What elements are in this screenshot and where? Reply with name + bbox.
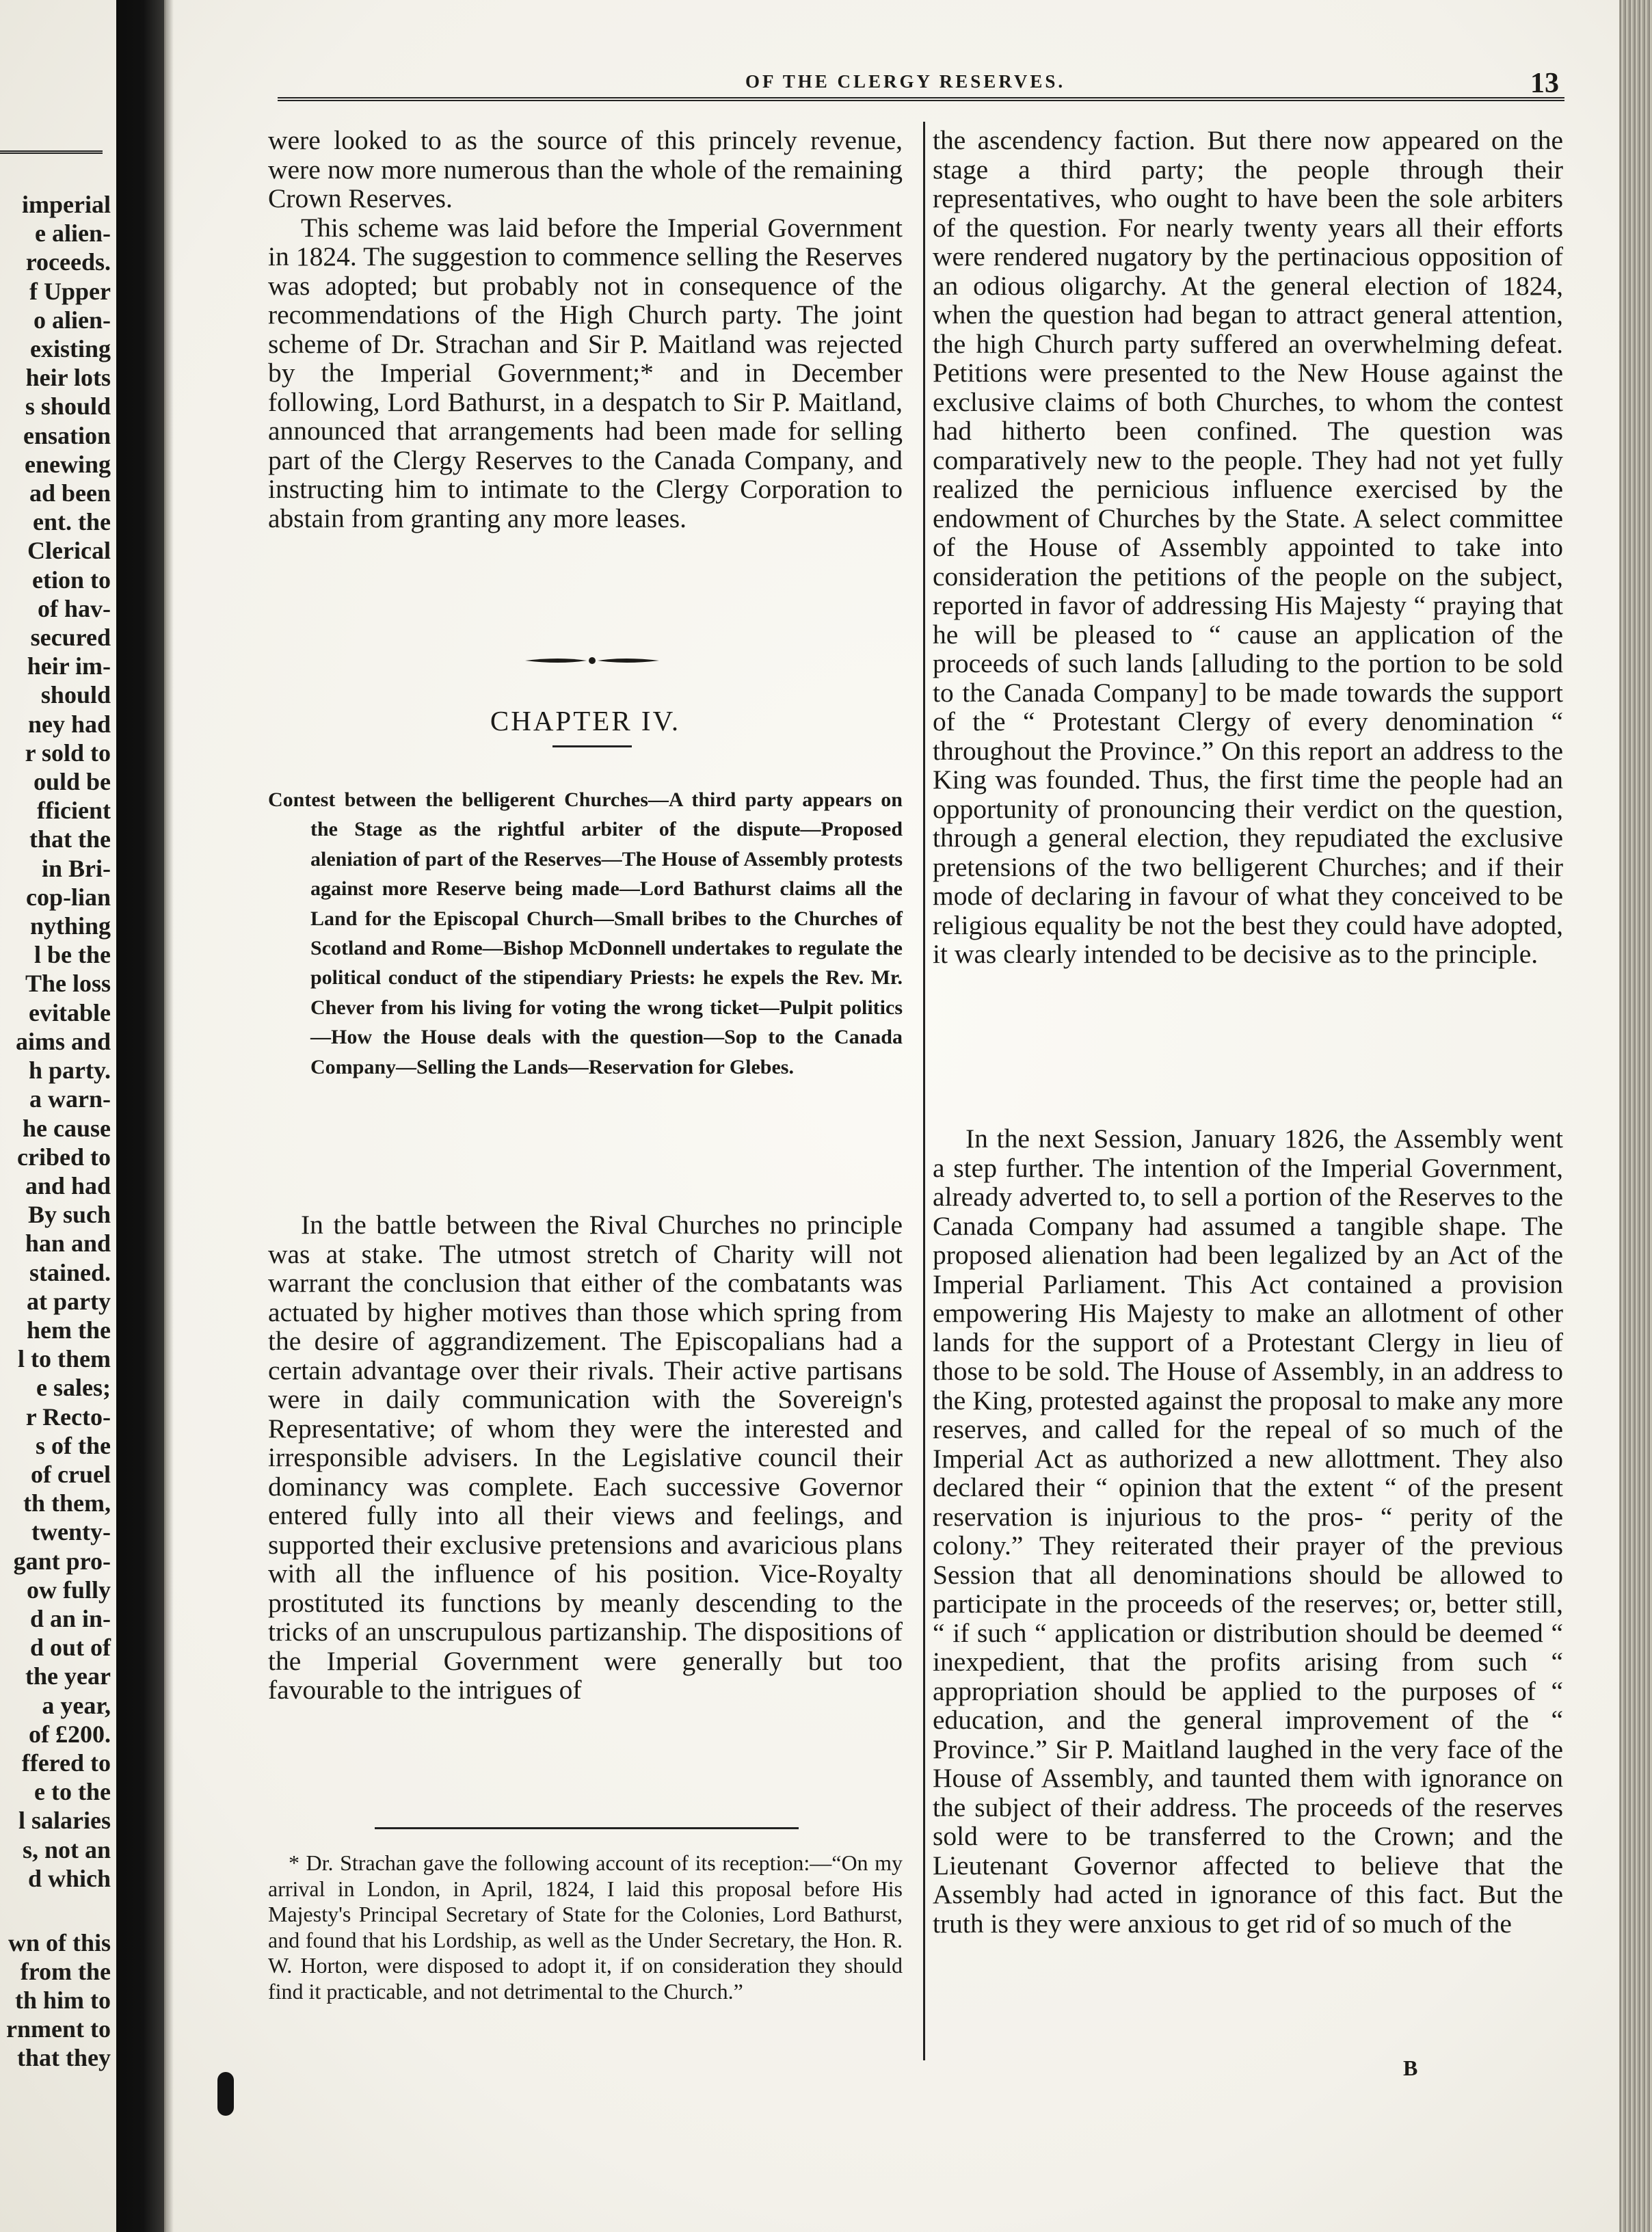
left-column-bottom	[268, 1210, 903, 1705]
binding-hole	[217, 2072, 234, 2116]
running-head: OF THE CLERGY RESERVES.	[745, 71, 1066, 92]
previous-page-lines-bottom	[6, 1928, 111, 2072]
previous-page-line: ould be	[33, 768, 111, 796]
previous-page-line: cop-lian	[25, 883, 111, 911]
previous-page-line: th them,	[23, 1489, 111, 1517]
previous-page-line: gant pro-	[13, 1547, 111, 1575]
previous-page-line: from the	[20, 1958, 111, 1985]
previous-page-line: o alien-	[34, 306, 111, 334]
previous-page-line: e alien-	[35, 220, 111, 248]
previous-page-lines	[14, 190, 111, 1893]
previous-page-line: fficient	[37, 797, 111, 825]
previous-page-line: roceeds.	[25, 248, 111, 276]
previous-page-line: ent. the	[33, 508, 111, 536]
previous-page-line: stained.	[29, 1258, 111, 1286]
previous-page-line: d which	[27, 1864, 111, 1892]
previous-page-line: ensation	[23, 421, 111, 449]
previous-page-line: a year,	[42, 1691, 111, 1719]
previous-page-line: that they	[17, 2044, 111, 2071]
previous-page-line: r sold to	[25, 739, 111, 767]
previous-page-line: cribed to	[17, 1143, 111, 1171]
previous-page-line: s, not an	[22, 1835, 111, 1863]
header-rule	[278, 97, 1564, 101]
previous-page-line: imperial	[22, 191, 111, 218]
previous-page-line: aims and	[15, 1027, 111, 1055]
previous-page-rule	[0, 150, 103, 154]
right-column-top	[933, 126, 1563, 969]
previous-page-line: han and	[25, 1230, 111, 1258]
chapter-rule	[552, 745, 632, 747]
previous-page-line: heir lots	[25, 364, 111, 392]
previous-page-line: By such	[27, 1201, 111, 1229]
previous-page-line: enewing	[25, 450, 111, 478]
paragraph: the ascendency faction. But there now appeared on the stage a third party; the people through their representatives, who ought to have been the sole arbiters of the question. For nearly twenty years all their efforts were rendered nugatory by the pertinacious opposition of an odious oligarchy. At the general election of 1824, when the question had began to attract general attention, the high Church party suffered an overwhelming defeat. Petitions were presented to the New House against the exclusive claims of both Churches, to whom the contest had hitherto been confined. The question was comparatively new to the people. They had not yet fully realized the pernicious influence exercised by the endowment of Churches by the State. A select committee of the House of Assembly appointed to take into consideration the petitions of the people on the subject, reported in favor of addressing His Majesty “ praying that he will be pleased to “ cause an application of the proceeds of such lands [alluding to the portion to be sold to the Canada Company] to be made towards the support of the “ Protestant Clergy of every denomination “ throughout the Province.” On this report an address to the King was founded. Thus, the first time the people had an opportunity of pronouncing their verdict on the question, through a general election, they repudiated the exclusive pretensions of the two belligerent Churches; and if their mode of declaring in favour of what they conceived to be religious equality be not the best they could have adopted, it was clearly intended to be decisive as to the principle.	[933, 125, 1563, 969]
previous-page-line: in Bri-	[41, 854, 111, 882]
chapter-heading: CHAPTER IV.	[490, 705, 681, 736]
previous-page-line: ow fully	[26, 1576, 111, 1604]
previous-page-line: should	[40, 681, 111, 709]
gutter-shadow	[164, 0, 174, 2232]
previous-page-line: s of the	[36, 1431, 111, 1459]
previous-page-line: l salaries	[18, 1807, 111, 1835]
previous-page-line: of hav-	[38, 594, 111, 622]
previous-page-line: twenty-	[31, 1518, 111, 1546]
previous-page-line: of cruel	[31, 1460, 111, 1488]
previous-page-line: s should	[25, 393, 111, 421]
previous-page-line: heir im-	[27, 652, 111, 680]
right-column-bottom	[933, 1124, 1563, 1938]
page-number: 13	[1530, 68, 1559, 99]
previous-page-line: a warn-	[29, 1085, 111, 1113]
previous-page-line: secured	[30, 624, 111, 652]
page-edge-stack	[1619, 0, 1652, 2232]
previous-page-line: r Recto-	[25, 1403, 111, 1431]
paragraph: In the battle between the Rival Churches no principle was at stake. The utmost stretch of Charity will not warrant the conclusion that either of the combatants was actuated by higher motives than those which spring from the desire of aggrandizement. The Episcopalians had a certain advantage over their rivals. Their active partisans were in daily communication with the Sovereign's Representative; of whom they were the interested and irresponsible advisers. In the Legislative council their dominancy was complete. Each successive Governor entered fully into all their views and feelings, and supported their exclusive pretensions and avaricious plans with all the influence of his position. Vice-Royalty prostituted its functions by meanly descending to the tricks of an unscrupulous partizanship. The dispositions of the Imperial Government were generally but too favourable to the intrigues of	[268, 1210, 903, 1705]
previous-page-line: rnment to	[6, 2015, 111, 2043]
footnote-rule	[375, 1827, 799, 1829]
previous-page-line: evitable	[29, 998, 111, 1026]
previous-page-line: and had	[25, 1171, 111, 1199]
previous-page-line: hem the	[27, 1316, 111, 1344]
previous-page-line: etion to	[32, 566, 111, 594]
column-divider	[923, 122, 925, 2060]
previous-page-line: l be the	[34, 941, 111, 969]
previous-page-line: he cause	[23, 1114, 111, 1142]
signature-mark: B	[1403, 2056, 1418, 2080]
previous-page-line: f Upper	[29, 277, 111, 305]
ornament-divider	[525, 654, 659, 667]
previous-page-line: h party.	[28, 1057, 111, 1085]
previous-page-line: ney had	[27, 710, 111, 738]
previous-page-line: that the	[29, 825, 111, 853]
paragraph: were looked to as the source of this princely revenue, were now more numerous than the whole of the remaining Crown Reserves.	[268, 125, 903, 213]
previous-page-line: d out of	[29, 1634, 111, 1662]
footnote: * Dr. Strachan gave the following account of its reception:—“On my arrival in London, in April, 1824, I laid this proposal before His Majesty's Principal Secretary of State for the Colonies, Lord Bathurst, and found that his Lordship, as well as the Under Secretary, the Hon. R. W. Horton, were disposed to adopt it, if on consideration they should find it practicable, and not detrimental to the Church.”	[268, 1850, 903, 2004]
left-column-top	[268, 126, 903, 533]
previous-page-line: existing	[29, 335, 111, 363]
previous-page-line: The loss	[25, 970, 111, 998]
paragraph: In the next Session, January 1826, the Assembly went a step further. The intention of the Imperial Government, already adverted to, to sell a portion of the Reserves to the Canada Company had assumed a tangible shape. The proposed alienation had been legalized by an Act of the Imperial Parliament. This Act contained a provision empowering His Majesty to make an allotment of other lands for the support of a Protestant Clergy in lieu of those to be sold. The House of Assembly, in an address to the King, protested against the proposal to make any more reserves, and called for the repeal of so much of the Imperial Act as authorized a new allottment. They also declared their “ opinion that the extent “ of the present reservation is injurious to the pros- “ perity of the colony.” They reiterated their prayer of the previous Session that all denominations should be allowed to participate in the proceeds of the reserves; or, better still, “ if such “ application or distribution should be deemed “ inexpedient, that the profits arising from such “ appropriation should be applied to the purposes of “ education, and the general improvement of the “ Province.” Sir P. Maitland laughed in the very face of the House of Assembly, and taunted them with ignorance on the subject of their address. The proceeds of the reserves sold were to be transferred to the Crown; and the Lieutenant Governor affected to believe that the Assembly had acted in ignorance of this fact. But the truth is they were anxious to get rid of so much of the	[933, 1124, 1563, 1939]
paragraph: This scheme was laid before the Imperial Government in 1824. The suggestion to commence selling the Reserves was adopted; but probably not in consequence of the recommendations of the High Church party. The joint scheme of Dr. Strachan and Sir P. Maitland was rejected by the Imperial Government;* and in December following, Lord Bathurst, in a despatch to Sir P. Maitland, announced that arrangements had been made for selling part of the Clergy Reserves to the Canada Company, and instructing him to intimate to the Clergy Corporation to abstain from granting any more leases.	[268, 212, 903, 533]
previous-page-line: ffered to	[21, 1749, 111, 1777]
previous-page-line: ad been	[29, 479, 111, 507]
previous-page-line: of £200.	[29, 1720, 111, 1748]
chapter-synopsis: Contest between the belligerent Churches—A third party appears on the Stage as the rightful arbiter of the dispute—Proposed aleniation of part of the Reserves—The House of Assembly protests against more Reserve being made—Lord Bathurst claims all the Land for the Episcopal Church—Small bribes to the Churches of Scotland and Rome—Bishop McDonnell undertakes to regulate the political conduct of the stipendiary Priests: he expels the Rev. Mr. Chever from his living for voting the wrong ticket—Pulpit politics—How the House deals with the question—Sop to the Canada Company—Selling the Lands—Reservation for Glebes.	[268, 788, 903, 1078]
previous-page-line: Clerical	[27, 537, 111, 565]
previous-page-fragment	[0, 150, 116, 2134]
previous-page-line: nything	[29, 912, 111, 940]
previous-page-line: wn of this	[8, 1929, 111, 1956]
previous-page-line: the year	[25, 1662, 111, 1690]
previous-page-line: l to them	[18, 1345, 111, 1373]
previous-page-line: d an in-	[29, 1604, 111, 1632]
previous-page-line: th him to	[14, 1987, 111, 2014]
previous-page-line: e sales;	[36, 1374, 111, 1402]
book-spine-gutter	[116, 0, 165, 2232]
previous-page-line: at party	[27, 1287, 111, 1315]
previous-page-line: e to the	[34, 1778, 111, 1806]
